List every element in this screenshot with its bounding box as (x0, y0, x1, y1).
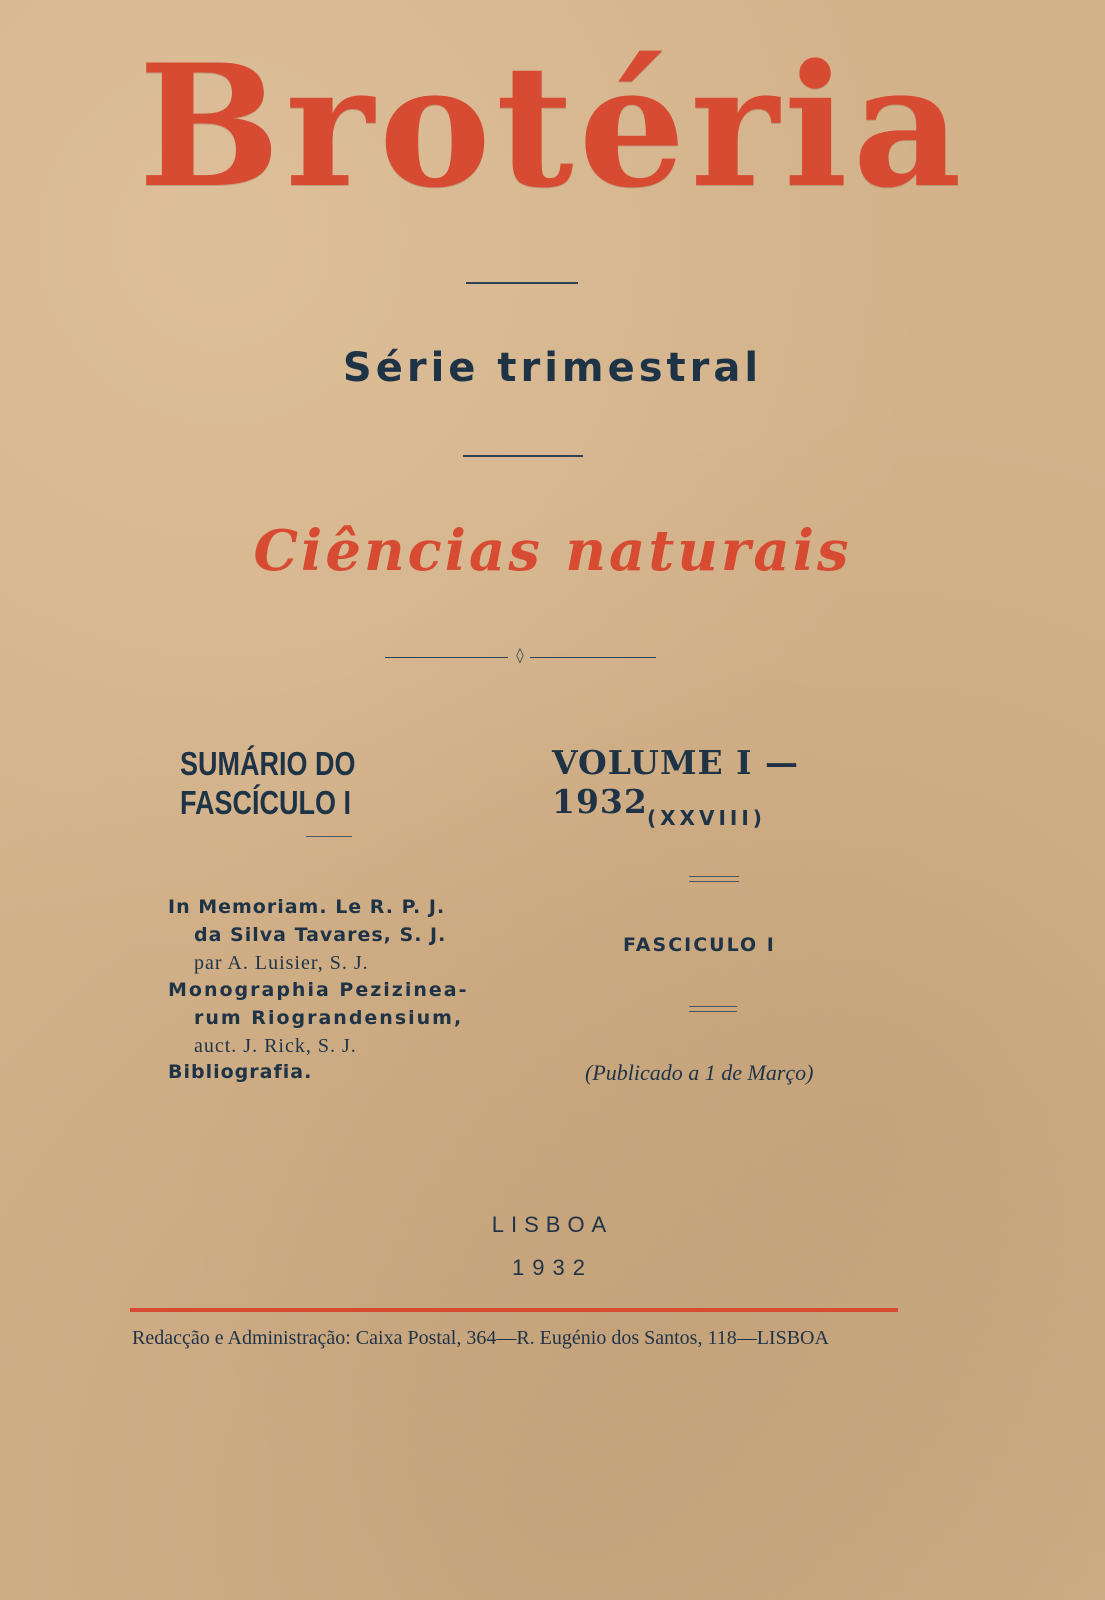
title-divider (466, 282, 578, 284)
publisher-address: Redacção e Administração: Caixa Postal, 364—R. Eugénio dos Santos, 118—LISBOA (132, 1327, 829, 1349)
summary-divider (306, 836, 352, 837)
volume-divider-bottom (689, 881, 739, 882)
publication-year: 1932 (512, 1255, 593, 1280)
summary-heading: SUMÁRIO DO FASCÍCULO I (180, 745, 356, 822)
volume-roman-numeral: (XXVIII) (647, 806, 766, 830)
fascicle-divider-bottom (689, 1011, 737, 1012)
footer-divider (130, 1308, 898, 1312)
publication-note: (Publicado a 1 de Março) (585, 1060, 814, 1085)
volume-divider-top (689, 876, 739, 877)
journal-title: Brotéria (138, 27, 967, 225)
contents-line: In Memoriam. Le R. P. J. (168, 896, 446, 918)
fascicle-divider-top (689, 1006, 737, 1007)
contents-line: par A. Luisier, S. J. (194, 952, 369, 974)
contents-line: Bibliografia. (168, 1061, 313, 1083)
contents-line: auct. J. Rick, S. J. (194, 1035, 357, 1057)
diamond-ornament-icon: ◊ (516, 646, 524, 664)
series-label: Série trimestral (342, 345, 763, 391)
fascicle-label: FASCICULO I (623, 934, 776, 956)
ornament-divider-left (385, 657, 508, 658)
volume-heading: VOLUME I — 1932 (552, 743, 800, 821)
contents-line: Monographia Pezizinea- (168, 979, 469, 1001)
ornament-divider-right (530, 657, 656, 658)
contents-line: da Silva Tavares, S. J. (194, 924, 447, 946)
publication-city: LISBOA (491, 1212, 614, 1237)
series-divider (463, 455, 583, 457)
subject-title: Ciências naturais (253, 518, 852, 584)
contents-line: rum Riograndensium, (194, 1007, 464, 1029)
